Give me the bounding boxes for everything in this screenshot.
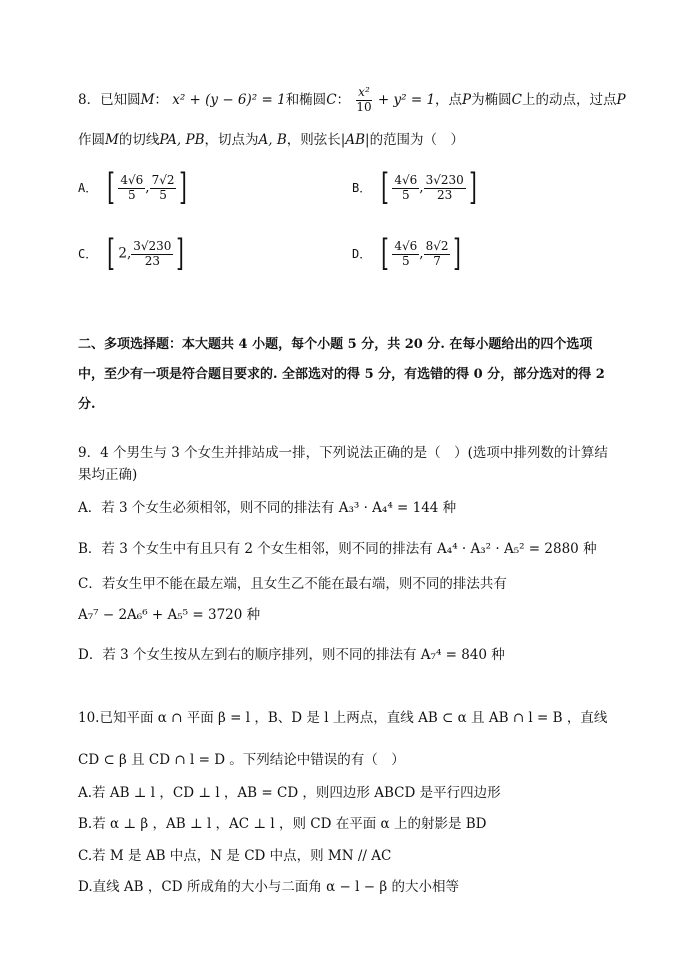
fraction-numerator: 4√6 (394, 172, 418, 187)
interval-low: 2 (118, 245, 127, 262)
q10-stem-line1: 10.已知平面 α ∩ 平面 β = l ，B、D 是 l 上两点，直线 AB ⊂ α 且 AB ∩ l = B ，直线 (78, 710, 608, 726)
fraction-denominator: 5 (401, 187, 410, 202)
fraction-denominator: 5 (159, 187, 167, 202)
q10-option-d[interactable]: D.直线 AB ，CD 所成角的大小与二面角 α − l − β 的大小相等 (78, 879, 459, 895)
section-heading-multiple-choice: 二、多项选择题：本大题共 4 小题，每个小题 5 分，共 20 分. 在每小题给出的四个选项中，至少有一项是符合题目要求的. 全部选对的得 5 分，有选错的得 0 分，部分选对的得 2 分. (78, 337, 605, 412)
ellipse-equation-rest: + y² = 1 (377, 91, 436, 108)
q9-option-a[interactable]: A．若 3 个女生必须相邻，则不同的排法有 A₃³ · A₄⁴ = 144 种 (78, 500, 457, 516)
q8-text: 作圆 (78, 132, 105, 148)
q8-text: ，切点为 (204, 132, 259, 148)
fraction (150, 174, 177, 203)
colon: ： (154, 91, 168, 108)
left-bracket: [ (381, 233, 390, 274)
fraction (392, 240, 419, 269)
fraction-numerator: 3√230 (425, 172, 464, 187)
left-bracket: [ (107, 233, 116, 274)
right-bracket: ] (453, 233, 462, 274)
tangent-points: A, B (258, 132, 287, 148)
right-bracket: ] (176, 233, 185, 274)
q8-stem-line1 (78, 86, 626, 115)
option-label: A． (78, 180, 98, 195)
right-bracket: ] (179, 167, 188, 208)
left-bracket: [ (107, 167, 116, 208)
q8-text: 的范围为（ ） (369, 132, 465, 148)
fraction (131, 240, 173, 269)
fraction-numerator: 3√230 (133, 238, 172, 253)
fraction-denominator: 5 (127, 187, 136, 202)
q8-text: 为椭圆 (471, 91, 512, 108)
option-label: B． (352, 180, 372, 195)
q8-option-c[interactable]: C． [ 2, $\frac{3√230}{23}$ ] (78, 233, 185, 274)
tangent-lines: PA, PB (159, 132, 205, 148)
q9-option-c-line2: A₇⁷ − 2A₆⁶ + A₅⁵ = 3720 种 (78, 607, 261, 623)
point-p: P (462, 91, 472, 108)
q8-text: 和椭圆 (285, 91, 327, 108)
option-label: C． (78, 246, 98, 261)
q9-option-b[interactable]: B．若 3 个女生中有且只有 2 个女生相邻，则不同的排法有 A₄⁴ · A₃² · A₅² = 2880 种 (78, 541, 597, 557)
ellipse-name: C (511, 91, 522, 108)
q8-stem-line2 (78, 128, 464, 148)
q8-option-a[interactable]: A． [ $\frac{4√6}{5}$ , $\frac{7√2}{5}$ ] (78, 167, 188, 208)
fraction-denominator: 5 (401, 253, 410, 268)
chord-length: |AB| (340, 132, 370, 148)
q8-option-b[interactable]: B． [ $\frac{4√6}{5}$ , $\frac{3√230}{23}$ ] (352, 167, 477, 208)
q8-text: 8．已知圆 (78, 91, 141, 108)
q10-option-b[interactable]: B.若 α ⊥ β ，AB ⊥ l ，AC ⊥ l ，则 CD 在平面 α 上的射影是 BD (78, 816, 487, 832)
fraction (118, 174, 145, 203)
fraction-numerator: 4√6 (394, 238, 418, 253)
fraction-numerator: 8√2 (425, 238, 449, 253)
q10-option-a[interactable]: A.若 AB ⊥ l ，CD ⊥ l ，AB = CD ，则四边形 ABCD 是平行四边形 (78, 785, 501, 801)
fraction-numerator: 7√2 (151, 172, 175, 187)
fraction-denominator: 23 (144, 253, 160, 268)
q10-stem-line2: CD ⊂ β 且 CD ∩ l = D 。下列结论中错误的有（ ） (78, 752, 405, 768)
colon: ： (336, 91, 351, 108)
fraction-denominator: 23 (437, 187, 453, 202)
q9-option-d[interactable]: D．若 3 个女生按从左到右的顺序排列，则不同的排法有 A₇⁴ = 840 种 (78, 647, 505, 663)
fraction (424, 174, 466, 203)
fraction (392, 174, 419, 203)
q8-text: 上的动点，过点 (521, 91, 617, 108)
q10-option-c[interactable]: C.若 M 是 AB 中点，N 是 CD 中点，则 MN // AC (78, 848, 392, 864)
q8-text: ，点 (435, 91, 463, 108)
fraction-denominator: 10 (356, 99, 372, 114)
fraction-denominator: 7 (433, 253, 441, 268)
ellipse-fraction (354, 86, 373, 115)
q9-option-c-line1[interactable]: C．若女生甲不能在最左端，且女生乙不能在最右端，则不同的排法共有 (78, 576, 507, 592)
point-p: P (616, 91, 626, 108)
q8-text: 的切线 (118, 132, 160, 148)
q9-stem: 9．4 个男生与 3 个女生并排站成一排，下列说法正确的是（ ）(选项中排列数的计算结果均正确) (78, 445, 608, 483)
circle-name: M (140, 91, 155, 108)
ellipse-name: C (326, 91, 337, 108)
circle-name: M (105, 132, 119, 148)
circle-equation: x² + (y − 6)² = 1 (172, 91, 286, 108)
fraction-numerator: 4√6 (120, 172, 144, 187)
fraction (424, 240, 451, 269)
fraction-numerator: x² (358, 85, 370, 99)
option-label: D． (352, 246, 372, 261)
left-bracket: [ (381, 167, 390, 208)
q8-option-d[interactable]: D． [ $\frac{4√6}{5}$ , $\frac{8√2}{7}$ ] (352, 233, 462, 274)
right-bracket: ] (468, 167, 477, 208)
q8-text: ，则弦长 (286, 132, 341, 148)
